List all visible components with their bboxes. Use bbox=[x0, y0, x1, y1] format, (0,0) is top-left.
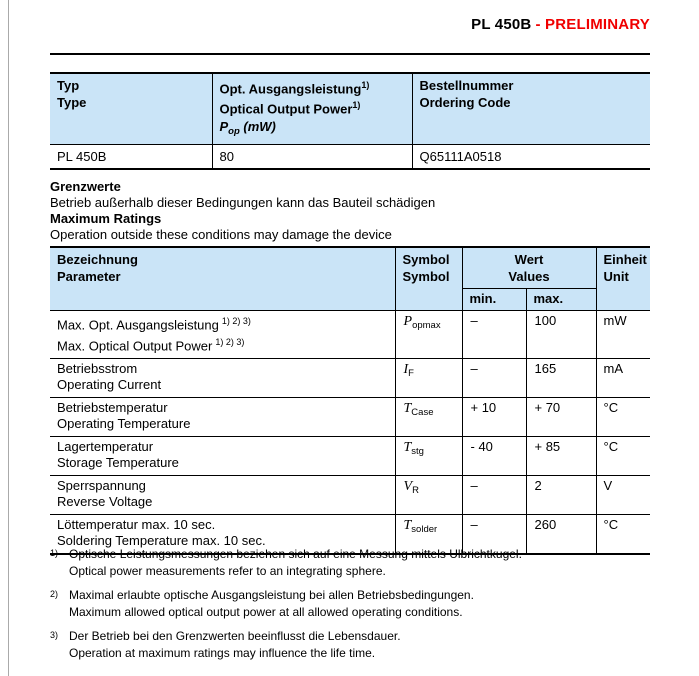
product-table bbox=[50, 72, 650, 170]
product-title: PL 450B bbox=[471, 16, 532, 33]
parameter-cell: Lagertemperatur Storage Temperature bbox=[50, 436, 395, 475]
symbol-cell: $T_{stg}$ bbox=[395, 436, 462, 475]
page-edge-line bbox=[8, 0, 9, 676]
parameter-cell: Löttemperatur max. 10 sec. Soldering Temperature max. 10 sec. bbox=[50, 514, 395, 554]
min-value-cell: – bbox=[462, 358, 526, 397]
min-value-cell: – bbox=[462, 514, 526, 554]
parameter-cell: Sperrspannung Reverse Voltage bbox=[50, 475, 395, 514]
unit-cell: mW bbox=[596, 311, 650, 359]
footnote-text: Maximal erlaubte optische Ausgangsleistung bei allen Betriebsbedingungen. Maximum allowed optical output power at all allowed operating conditions. bbox=[69, 588, 474, 619]
symbol-label-en: Symbol bbox=[402, 269, 450, 284]
footnote-marker: 1) bbox=[50, 548, 59, 558]
symbol-label-de: Symbol bbox=[402, 252, 450, 267]
section-body-de: Betrieb außerhalb dieser Bedingungen kann das Bauteil schädigen bbox=[50, 195, 436, 210]
footnote-3 bbox=[50, 628, 522, 662]
param-label-de: Bezeichnung bbox=[57, 252, 138, 267]
max-column-header: max. bbox=[526, 289, 596, 311]
parameter-cell: Max. Opt. Ausgangsleistung $^{1) 2) 3)}$ Max. Optical Output Power $^{1) 2) 3)}$ bbox=[50, 311, 395, 359]
unit-label-en: Unit bbox=[603, 269, 629, 284]
ratings-row-operating-temperature bbox=[50, 397, 650, 436]
power-column-header bbox=[212, 73, 412, 144]
footnote-ref: 1) bbox=[352, 100, 361, 111]
ordering-label-de: Bestellnummer bbox=[419, 78, 514, 93]
power-symbol: $P_{op}$ (mW) bbox=[219, 118, 276, 137]
product-ordering-code-cell: Q65111A0518 bbox=[412, 144, 650, 169]
symbol-column-header bbox=[395, 247, 462, 311]
ratings-row-storage-temperature bbox=[50, 436, 650, 475]
max-value-cell: 100 bbox=[526, 311, 596, 359]
power-label-en: Optical Output Power bbox=[219, 101, 353, 117]
values-label-de: Wert bbox=[514, 252, 544, 267]
ordering-label-en: Ordering Code bbox=[419, 95, 511, 110]
footnote-text: Optische Leistungsmessungen beziehen sich auf eine Messung mittels Ulbrichtkugel. Optical power measurements refer to an integrating sphere. bbox=[69, 547, 522, 578]
power-label-de: Opt. Ausgangsleistung bbox=[219, 81, 362, 97]
min-value-cell: + 10 bbox=[462, 397, 526, 436]
footnote-ref: 1) 2) 3) bbox=[215, 336, 245, 347]
type-column-header bbox=[50, 73, 212, 144]
max-value-cell: 2 bbox=[526, 475, 596, 514]
parameter-cell: Betriebsstrom Operating Current bbox=[50, 358, 395, 397]
ratings-row-reverse-voltage bbox=[50, 475, 650, 514]
maximum-ratings-intro bbox=[50, 179, 435, 243]
ratings-row-operating-current bbox=[50, 358, 650, 397]
ordering-column-header bbox=[412, 73, 650, 144]
ratings-row-optical-output bbox=[50, 311, 650, 359]
maximum-ratings-table bbox=[50, 246, 650, 555]
parameter-cell: Betriebstemperatur Operating Temperature bbox=[50, 397, 395, 436]
footnotes bbox=[50, 546, 522, 669]
footnote-2 bbox=[50, 587, 522, 621]
footnote-marker: 2) bbox=[50, 589, 59, 599]
min-value-cell: – bbox=[462, 311, 526, 359]
parameter-column-header bbox=[50, 247, 395, 311]
unit-column-header bbox=[596, 247, 650, 311]
product-type-cell: PL 450B bbox=[50, 144, 212, 169]
symbol-cell: $I_F$ bbox=[395, 358, 462, 397]
max-value-cell: 260 bbox=[526, 514, 596, 554]
type-label-en: Type bbox=[57, 95, 87, 110]
doc-header bbox=[471, 16, 650, 33]
min-column-header: min. bbox=[462, 289, 526, 311]
section-heading-en: Maximum Ratings bbox=[50, 211, 162, 226]
footnote-marker: 3) bbox=[50, 630, 59, 640]
ratings-header-row bbox=[50, 247, 650, 289]
footnote-1 bbox=[50, 546, 522, 580]
symbol-cell: $V_R$ bbox=[395, 475, 462, 514]
symbol-cell: $T_{solder}$ bbox=[395, 514, 462, 554]
unit-label-de: Einheit bbox=[603, 252, 647, 267]
min-value-cell: - 40 bbox=[462, 436, 526, 475]
symbol-cell: $P_{opmax}$ bbox=[395, 311, 462, 359]
max-value-cell: + 70 bbox=[526, 397, 596, 436]
product-row bbox=[50, 144, 650, 169]
unit-cell: °C bbox=[596, 514, 650, 554]
product-power-cell: 80 bbox=[212, 144, 412, 169]
product-table-header-row bbox=[50, 73, 650, 144]
footnote-text: Der Betrieb bei den Grenzwerten beeinflusst die Lebensdauer. Operation at maximum ratings may influence the life time. bbox=[69, 629, 401, 660]
values-label-en: Values bbox=[508, 269, 550, 284]
section-body-en: Operation outside these conditions may damage the device bbox=[50, 227, 392, 242]
unit-cell: V bbox=[596, 475, 650, 514]
preliminary-label: - PRELIMINARY bbox=[535, 16, 650, 33]
values-column-header bbox=[462, 247, 596, 289]
footnote-ref: 1) bbox=[361, 80, 370, 90]
min-value-cell: – bbox=[462, 475, 526, 514]
unit-cell: °C bbox=[596, 436, 650, 475]
unit-cell: °C bbox=[596, 397, 650, 436]
section-heading-de: Grenzwerte bbox=[50, 179, 121, 194]
symbol-cell: $T_{Case}$ bbox=[395, 397, 462, 436]
max-value-cell: 165 bbox=[526, 358, 596, 397]
footnote-ref: 1) 2) 3) bbox=[221, 316, 251, 326]
header-rule bbox=[50, 53, 650, 55]
unit-cell: mA bbox=[596, 358, 650, 397]
max-value-cell: + 85 bbox=[526, 436, 596, 475]
type-label-de: Typ bbox=[57, 78, 80, 93]
param-label-en: Parameter bbox=[57, 269, 121, 284]
